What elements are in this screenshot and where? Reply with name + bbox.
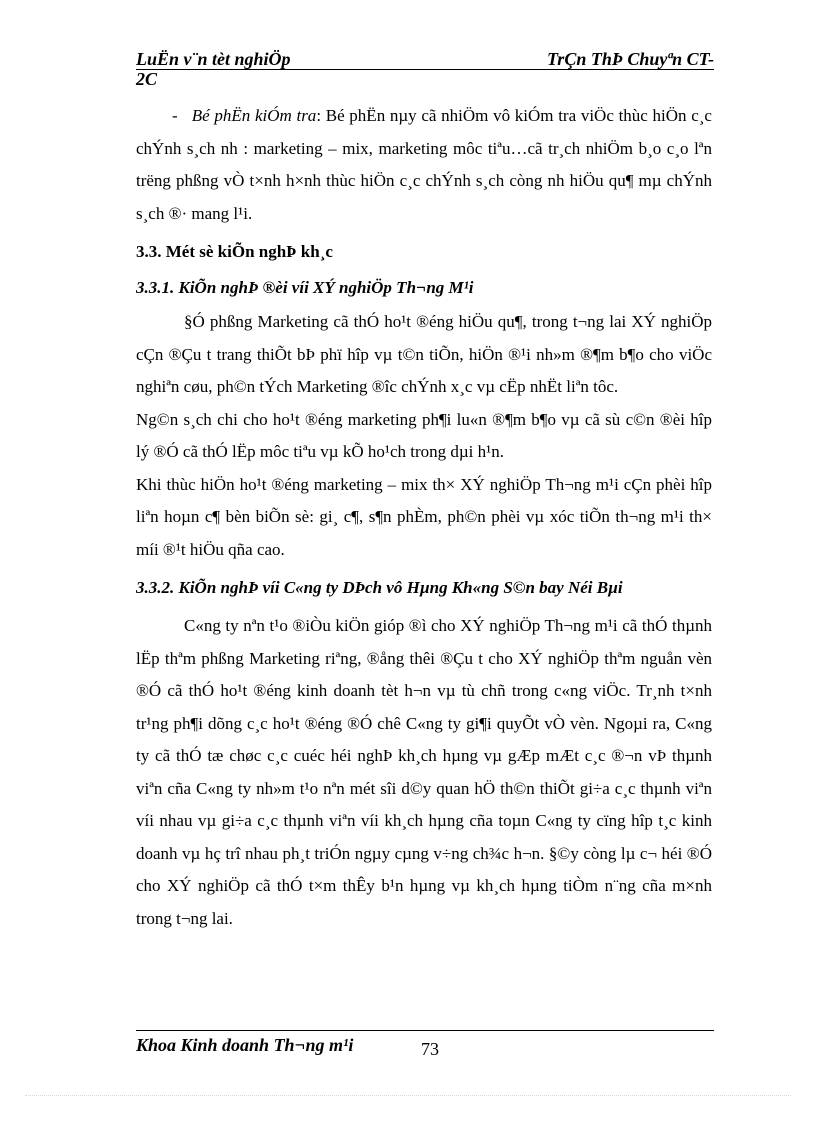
- paragraph-2: Ng©n s¸ch chi cho ho¹t ®éng marketing ph¶i lu«n ®¶m b¶o vµ cã sù c©n ®èi hîp lý ®Ó cã thÓ lËp môc tiªu vµ kÕ ho¹ch trong dµi h¹n.: [136, 409, 712, 461]
- bullet-paragraph: - Bé phËn kiÓm tra: Bé phËn nµy cã nhiÖm vô kiÓm tra viÖc thùc hiÖn c¸c chÝnh s¸ch nh : marketing – mix, marketing môc tiªu…cã tr¸ch nhiÖm b¸o c¸o lªn trëng phßng vÒ t×nh h×nh thùc hiÖn c¸c chÝnh s¸ch còng nh hiÖu qu¶ mµ chÝnh s¸ch ®· mang l¹i.: [136, 106, 712, 223]
- section-heading-3-3-1: 3.3.1. KiÕn nghÞ ®èi víi XÝ nghiÖp Th¬ng M¹i: [136, 278, 474, 297]
- footer-department: Khoa Kinh doanh Th¬ng m¹i: [136, 1035, 354, 1055]
- footer-rule: [136, 1030, 714, 1031]
- header-author-continuation: 2C: [136, 69, 158, 89]
- section-heading-3-3-2: 3.3.2. KiÕn nghÞ víi C«ng ty DÞch vô Hµng Kh«ng S©n bay Néi Bµi: [136, 578, 623, 597]
- page-bottom-divider: [25, 1095, 791, 1096]
- header-rule: [136, 69, 714, 70]
- bullet-text: : Bé phËn nµy cã nhiÖm vô kiÓm tra viÖc thùc hiÖn c¸c chÝnh s¸ch nh : marketing – mix, marketing môc tiªu…cã tr¸ch nhiÖm b¸o c¸o lªn trëng phßng vÒ t×nh h×nh thùc hiÖn c¸c chÝnh s¸ch còng nh hiÖu qu¶ mµ chÝnh s¸ch ®· mang l¹i.: [136, 106, 712, 223]
- header-right-author: TrÇn ThÞ Chuyªn CT-: [546, 49, 714, 69]
- header-left-title: LuËn v¨n tèt nghiÖp: [136, 49, 291, 69]
- paragraph-3: Khi thùc hiÖn ho¹t ®éng marketing – mix th× XÝ nghiÖp Th¬ng m¹i cÇn phèi hîp liªn hoµn c¶ bèn biÕn sè: gi¸ c¶, s¶n phÈm, ph©n phèi vµ xóc tiÕn th¬ng m¹i th× míi ®¹t hiÖu qña cao.: [136, 474, 712, 559]
- page-body: [136, 100, 712, 935]
- paragraph-1: §Ó phßng Marketing cã thÓ ho¹t ®éng hiÖu qu¶, trong t¬ng lai XÝ nghiÖp cÇn ®Çu t trang thiÕt bÞ phï hîp vµ t©n tiÕn, hiÖn ®¹i nh»m ®¶m b¶o cho viÖc nghiªn cøu, ph©n tÝch Marketing ®îc chÝnh x¸c vµ cËp nhËt liªn tôc.: [136, 312, 712, 396]
- section-heading-3-3: 3.3. Mét sè kiÕn nghÞ kh¸c: [136, 242, 333, 261]
- bullet-label: Bé phËn kiÓm tra: [191, 106, 317, 125]
- page-number: 73: [421, 1039, 439, 1059]
- paragraph-4: C«ng ty nªn t¹o ®iÒu kiÖn gióp ®ì cho XÝ nghiÖp Th¬ng m¹i cã thÓ thµnh lËp thªm phßng Marketing riªng, ®ång thêi ®Çu t cho XÝ nghiÖp thªm nguån vèn ®Ó cã thÓ ho¹t ®éng kinh doanh tèt h¬n vµ tù chñ trong c«ng viÖc. Tr¸nh t×nh tr¹ng ph¶i dõng c¸c ho¹t ®éng ®Ó chê C«ng ty gi¶i quyÕt vÒ vèn. Ngoµi ra, C«ng ty cã thÓ tæ chøc c¸c cuéc héi nghÞ kh¸ch hµng vµ gÆp mÆt c¸c ®¬n vÞ thµnh viªn cña C«ng ty nh»m t¹o nªn mét sîi d©y quan hÖ th©n thiÕt gi÷a c¸c thµnh viªn víi nhau vµ gi÷a c¸c thµnh viªn víi kh¸ch hµng cña toµn C«ng ty cïng hîp t¸c kinh doanh vµ hç trî nhau ph¸t triÓn ngµy cµng v÷ng ch¾c h¬n. §©y còng lµ c¬ héi ®Ó cho XÝ nghiÖp cã thÓ t×m thÊy b¹n hµng vµ kh¸ch hµng tiÒm n¨ng cña m×nh trong t¬ng lai.: [136, 616, 712, 928]
